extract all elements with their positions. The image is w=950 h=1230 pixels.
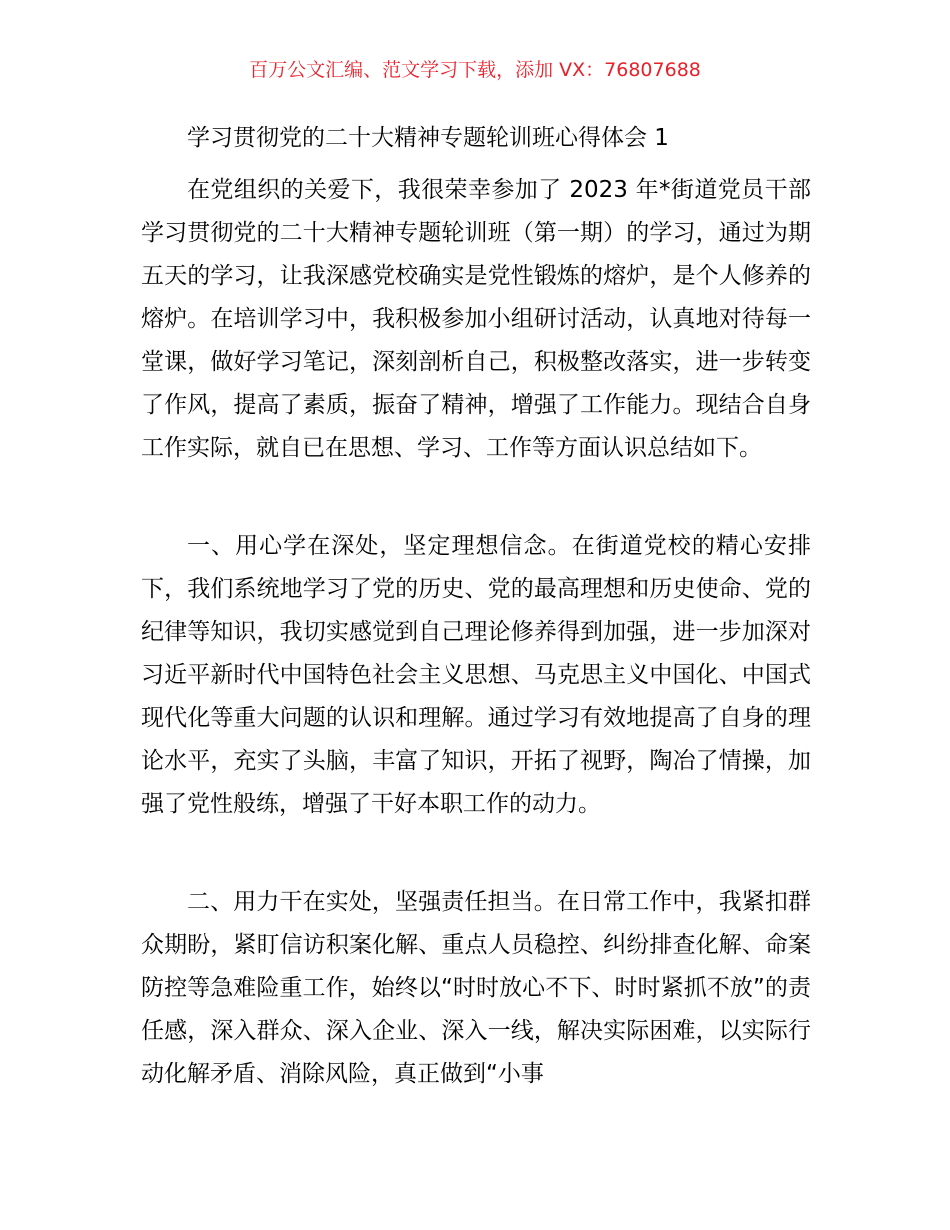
document-title: 学习贯彻党的二十大精神专题轮训班心得体会 1 — [187, 125, 669, 151]
watermark-header: 百万公文汇编、范文学习下载，添加 VX：76807688 — [249, 59, 701, 81]
paragraph-intro: 在党组织的关爱下，我很荣幸参加了 2023 年*街道党员干部学习贯彻党的二十大精神专题轮训班（第一期）的学习，通过为期五天的学习，让我深感党校确实是党性锻炼的熔炉，是个人修养的熔炉。在培训学习中，我积极参加小组研讨活动，认真地对待每一堂课，做好学习笔记，深刻剖析自己，积极整改落实，进一步转变了作风，提高了素质，振奋了精神，增强了工作能力。现结合自身工作实际，就自已在思想、学习、工作等方面认识总结如下。 — [141, 177, 811, 461]
paragraph-section-1: 一、用心学在深处，坚定理想信念。在街道党校的精心安排下，我们系统地学习了党的历史、党的最高理想和历史使命、党的纪律等知识，我切实感觉到自己理论修养得到加强，进一步加深对习近平新时代中国特色社会主义思想、马克思主义中国化、中国式现代化等重大问题的认识和理解。通过学习有效地提高了自身的理论水平，充实了头脑，丰富了知识，开拓了视野，陶冶了情操，加强了党性般练，增强了干好本职工作的动力。 — [141, 533, 811, 817]
paragraph-section-2: 二、用力干在实处，坚强责任担当。在日常工作中，我紧扣群众期盼，紧盯信访积案化解、重点人员稳控、纠纷排查化解、命案防控等急难险重工作，始终以“时时放心不下、时时紧抓不放”的责任感，深入群众、深入企业、深入一线，解决实际困难，以实际行动化解矛盾、消除风险，真正做到“小事 — [141, 889, 811, 1087]
